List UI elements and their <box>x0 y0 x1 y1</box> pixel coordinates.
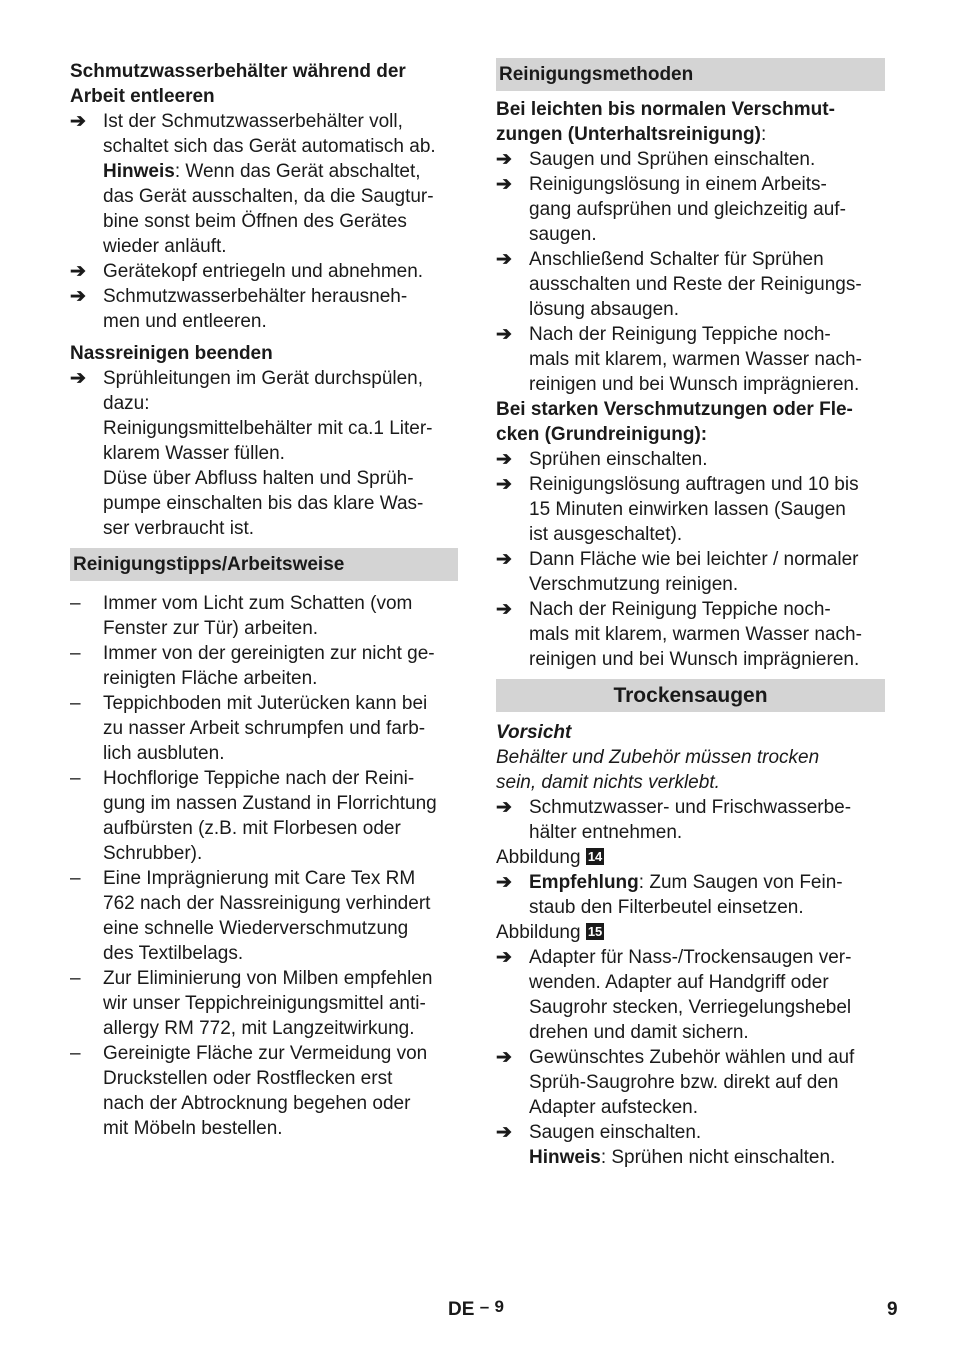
dash-icon: – <box>70 643 81 664</box>
list-item: – Immer von der gereinigten zur nicht ge- reinigten Fläche arbeiten. <box>70 643 435 689</box>
footer-page-label: DE – 9 <box>448 1297 504 1320</box>
recommendation-label: Empfehlung <box>529 872 639 893</box>
list-item: – Zur Eliminierung von Milben empfehlen wir unser Teppichreinigungsmittel anti- allergy RM 772, mit Langzeitwirkung. <box>70 968 433 1039</box>
list-item: ➔ Nach der Reinigung Teppiche noch- mals mit klarem, warmen Wasser nach- reinigen und bei Wunsch imprägnieren. <box>496 324 862 395</box>
list-item: ➔ Dann Fläche wie bei leichter / normaler Verschmutzung reinigen. <box>496 549 859 595</box>
list-item: ➔ Gerätekopf entriegeln und abnehmen. <box>70 261 424 282</box>
figure-reference: Abbildung 15 <box>496 922 603 943</box>
section-bar-methods: Reinigungsmethoden <box>496 58 885 91</box>
list-item: ➔ Saugen einschalten. Hinweis: Sprühen nicht einschalten. <box>496 1122 836 1168</box>
list-item: ➔ Gewünschtes Zubehör wählen und auf Sprüh-Saugrohre bzw. direkt auf den Adapter aufstecken. <box>496 1047 855 1118</box>
figure-reference: Abbildung 14 <box>496 847 603 868</box>
list-item: ➔ Reinigungslösung auftragen und 10 bis 15 Minuten einwirken lassen (Saugen ist ausgeschaltet). <box>496 474 859 545</box>
dash-icon: – <box>70 868 81 889</box>
arrow-icon: ➔ <box>70 286 86 307</box>
arrow-icon: ➔ <box>496 174 512 195</box>
dash-icon: – <box>70 968 81 989</box>
section-bar-tips: Reinigungstipps/Arbeitsweise <box>70 548 458 581</box>
list-item: – Hochflorige Teppiche nach der Reini- gung im nassen Zustand in Florrichtung aufbürsten (z.B. mit Florbesen oder Schrubber). <box>70 768 437 864</box>
arrow-icon: ➔ <box>496 1047 512 1068</box>
arrow-icon: ➔ <box>70 261 86 282</box>
dash-icon: – <box>70 768 81 789</box>
list-item: ➔ Ist der Schmutzwasserbehälter voll, schaltet sich das Gerät automatisch ab. Hinweis: Wenn das Gerät abschaltet, das Gerät ausschalten, da die Saugtur- bine sonst beim Öffnen des Gerätes wieder anläuft. <box>70 111 436 257</box>
caution-text: Behälter und Zubehör müssen trocken sein, damit nichts verklebt. <box>496 747 820 793</box>
figure-number-badge: 14 <box>587 849 603 864</box>
arrow-icon: ➔ <box>496 1122 512 1143</box>
list-item: ➔ Schmutzwasserbehälter herausneh- men und entleeren. <box>70 286 408 332</box>
list-item: – Teppichboden mit Juterücken kann bei zu nasser Arbeit schrumpfen und farb- lich ausbluten. <box>70 693 428 764</box>
list-item: ➔ Sprühleitungen im Gerät durchspülen, dazu: Reinigungsmittelbehälter mit ca.1 Liter- klarem Wasser füllen. Düse über Abfluss halten und Sprüh- pumpe einschalten bis das klare Was- ser verbraucht ist. <box>70 368 433 539</box>
list-item: ➔ Anschließend Schalter für Sprühen ausschalten und Reste der Reinigungs- lösung absaugen. <box>496 249 862 320</box>
list-item: – Gereinigte Fläche zur Vermeidung von Druckstellen oder Rostflecken erst nach der Abtrocknung begehen oder mit Möbeln bestellen. <box>70 1043 428 1139</box>
section-title-empty-tank: Schmutzwasserbehälter während der Arbeit entleeren <box>70 61 406 107</box>
arrow-icon: ➔ <box>496 549 512 570</box>
list-item: ➔ Empfehlung: Zum Saugen von Fein- staub den Filterbeutel einsetzen. <box>496 872 843 918</box>
section-title-end-wet-cleaning: Nassreinigen beenden <box>70 343 273 364</box>
arrow-icon: ➔ <box>496 324 512 345</box>
list-item: ➔ Nach der Reinigung Teppiche noch- mals mit klarem, warmen Wasser nach- reinigen und bei Wunsch imprägnieren. <box>496 599 862 670</box>
arrow-icon: ➔ <box>496 947 512 968</box>
dash-icon: – <box>70 1043 81 1064</box>
arrow-icon: ➔ <box>496 599 512 620</box>
dash-icon: – <box>70 593 81 614</box>
right-column <box>496 58 885 1170</box>
arrow-icon: ➔ <box>496 872 512 893</box>
arrow-icon: ➔ <box>70 111 86 132</box>
dash-icon: – <box>70 693 81 714</box>
list-item: – Eine Imprägnierung mit Care Tex RM 762 nach der Nassreinigung verhindert eine schnelle Wiederverschmutzung des Textilbelags. <box>70 868 431 964</box>
arrow-icon: ➔ <box>496 449 512 470</box>
list-item: ➔ Saugen und Sprühen einschalten. <box>496 149 816 170</box>
arrow-icon: ➔ <box>496 149 512 170</box>
subheading-heavy-soiling: Bei starken Verschmutzungen oder Fle- cken (Grundreinigung): <box>496 399 853 445</box>
hint-label: Hinweis <box>103 161 175 182</box>
list-item: ➔ Adapter für Nass-/Trockensaugen ver- wenden. Adapter auf Handgriff oder Saugrohr stecken, Verriegelungshebel drehen und damit sichern. <box>496 947 852 1043</box>
list-item: – Immer vom Licht zum Schatten (vom Fenster zur Tür) arbeiten. <box>70 593 413 639</box>
figure-number-badge: 15 <box>587 924 603 939</box>
arrow-icon: ➔ <box>496 249 512 270</box>
caution-title: Vorsicht <box>496 722 572 743</box>
footer-page-number: 9 <box>887 1299 898 1320</box>
arrow-icon: ➔ <box>70 368 86 389</box>
list-item: ➔ Sprühen einschalten. <box>496 449 708 470</box>
arrow-icon: ➔ <box>496 797 512 818</box>
section-bar-dry-vacuuming: Trockensaugen <box>496 679 885 712</box>
subheading-light-soiling: Bei leichten bis normalen Verschmut- zungen (Unterhaltsreinigung): <box>496 99 835 145</box>
list-item: ➔ Schmutzwasser- und Frischwasserbe- hälter entnehmen. <box>496 797 852 843</box>
left-column <box>70 58 458 1141</box>
arrow-icon: ➔ <box>496 474 512 495</box>
hint-label: Hinweis <box>529 1147 601 1168</box>
list-item: ➔ Reinigungslösung in einem Arbeits- gang aufsprühen und gleichzeitig auf- saugen. <box>496 174 846 245</box>
